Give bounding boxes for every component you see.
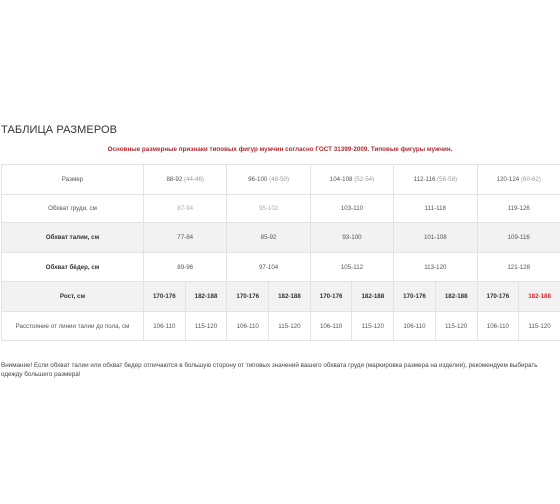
height-row [2,282,560,312]
hip-cell: 89-96 [144,253,227,282]
height-cell: 170-176 [477,282,519,312]
size-alt: (52-54) [354,176,375,183]
size-cell [144,165,227,195]
size-alt: (60-62) [520,176,541,183]
size-note: Внимание! Если обхват талии или обхват бедер отличаются в большую сторону от типовых значений вашего обхвата груди (маркировка размера на изделии), рекомендуем выбирать одежду большего размера! [1,362,538,378]
size-alt: (56-58) [437,176,458,183]
height-cell: 182-188 [185,282,227,312]
size-table [1,164,560,341]
waist-row [2,223,560,253]
size-value: 104-108 [329,176,353,183]
waist-label: Обхват талии, см [2,223,144,253]
distance-cell: 115-120 [352,312,394,341]
waist-cell: 77-84 [144,223,227,253]
distance-cell: 106-110 [227,312,269,341]
size-value: 88-92 [166,176,183,183]
size-cell [477,165,560,195]
distance-row [2,312,560,341]
height-cell: 170-176 [144,282,186,312]
hip-row [2,253,560,282]
height-cell: 170-176 [394,282,436,312]
height-cell: 182-188 [435,282,477,312]
distance-cell: 106-110 [144,312,186,341]
page-title: ТАБЛИЦА РАЗМЕРОВ [1,124,118,136]
size-label: Размер [2,165,144,195]
size-row [2,165,560,195]
height-label: Рост, см [2,282,144,312]
hip-cell: 121-128 [477,253,560,282]
chest-cell: 119-126 [477,195,560,223]
distance-cell: 106-110 [310,312,352,341]
waist-cell: 109-116 [477,223,560,253]
height-cell-highlight: 182-188 [519,282,560,312]
size-cell [227,165,310,195]
waist-cell: 93-100 [310,223,393,253]
distance-cell: 115-120 [519,312,560,341]
hip-cell: 97-104 [227,253,310,282]
height-cell: 182-188 [352,282,394,312]
height-cell: 170-176 [227,282,269,312]
size-alt: (44-46) [184,176,204,183]
waist-cell: 101-108 [394,223,477,253]
chest-cell: 103-110 [310,195,393,223]
waist-cell: 85-92 [227,223,310,253]
size-value: 120-124 [496,176,520,183]
hip-label: Обхват бёдер, см [2,253,144,282]
distance-cell: 115-120 [185,312,227,341]
chest-cell: 95-102 [227,195,310,223]
chest-cell: 87-94 [144,195,227,223]
size-value: 96-100 [248,176,268,183]
chest-row [2,195,560,223]
size-alt: (48-50) [269,176,290,183]
distance-label: Расстояние от линии талии до пола, см [2,312,144,341]
size-value: 112-116 [413,176,436,183]
chest-label: Обхват груди, см [2,195,144,223]
distance-cell: 106-110 [394,312,436,341]
height-cell: 170-176 [310,282,352,312]
height-cell: 182-188 [269,282,311,312]
distance-cell: 115-120 [269,312,311,341]
hip-cell: 105-112 [310,253,393,282]
distance-cell: 115-120 [435,312,477,341]
chest-cell: 111-118 [394,195,477,223]
size-cell [310,165,393,195]
size-cell [394,165,477,195]
distance-cell: 106-110 [477,312,519,341]
hip-cell: 113-120 [394,253,477,282]
table-subtitle: Основные размерные признаки типовых фигур мужчин согласно ГОСТ 31399-2009. Типовые фигуры мужчин. [107,146,453,153]
